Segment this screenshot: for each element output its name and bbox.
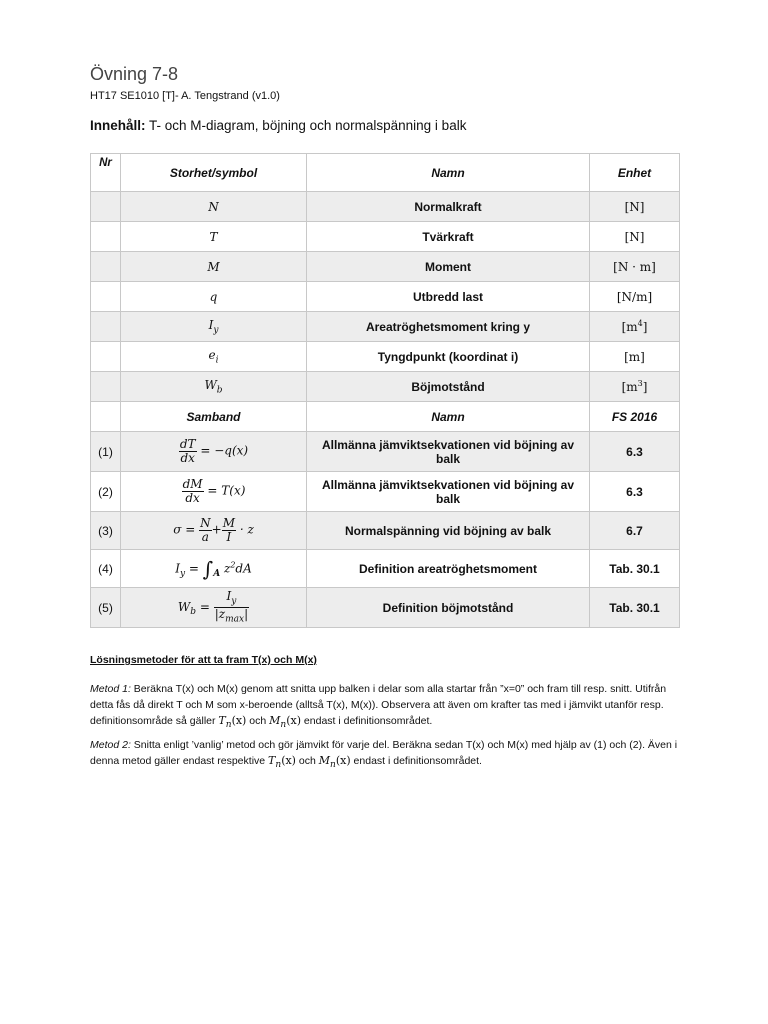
tn-symbol: [218, 714, 247, 731]
symbol-table: [90, 153, 680, 628]
tn-main: T: [268, 754, 276, 767]
unit-cell: [m]: [590, 342, 680, 372]
mn-symbol: [318, 754, 351, 771]
fraction-numerator: M: [222, 516, 235, 531]
tn-main: T: [218, 714, 226, 727]
nr-cell: [91, 402, 121, 432]
formula-tail: dA: [235, 561, 252, 575]
table-row: [91, 432, 680, 472]
table-row: [91, 312, 680, 342]
name-cell: Allmänna jämviktsekvationen vid böjning av balk: [307, 472, 590, 512]
table-row: [91, 222, 680, 252]
nr-cell: [91, 372, 121, 402]
page-title: Övning 7-8: [90, 64, 179, 84]
symbol-cell: [121, 372, 307, 402]
name-cell: Böjmotstånd: [307, 372, 590, 402]
name-cell: Definition areatröghetsmoment: [307, 550, 590, 588]
denominator-main: |z: [214, 607, 226, 621]
mn-sub: n: [330, 760, 336, 771]
denominator-sub: max: [225, 614, 245, 625]
nr-cell: (1): [91, 432, 121, 472]
mn-sub: n: [280, 720, 287, 731]
mn-main: M: [318, 754, 331, 767]
header-unit: Enhet: [590, 154, 680, 192]
name-cell: Normalspänning vid böjning av balk: [307, 512, 590, 550]
symbol-cell: q: [121, 282, 307, 312]
fraction-denominator: dx: [185, 491, 200, 505]
table-row: [91, 588, 680, 628]
method-1-and: och: [249, 715, 267, 727]
table-row: [91, 512, 680, 550]
method-2-paragraph: [90, 737, 680, 773]
formula-eq: =: [199, 600, 210, 614]
tn-arg: (x): [231, 714, 247, 727]
denominator-close: |: [244, 607, 249, 621]
symbol-cell: T: [121, 222, 307, 252]
formula-body-exp: 2: [230, 560, 236, 569]
header-rel-name: Namn: [307, 402, 590, 432]
ref-cell: 6.3: [590, 472, 680, 512]
fraction-numerator: dT: [179, 437, 196, 452]
table-row: [91, 372, 680, 402]
unit-cell: [N/m]: [590, 282, 680, 312]
tn-sub: n: [225, 720, 232, 731]
content-label: Innehåll:: [90, 118, 146, 133]
unit-cell: [590, 372, 680, 402]
formula-body: z: [224, 561, 231, 575]
formula-cell: [121, 550, 307, 588]
fraction-denominator: [214, 608, 249, 625]
method-2-and: och: [298, 755, 316, 767]
unit-cell: [N · m]: [590, 252, 680, 282]
formula-cell: [121, 512, 307, 550]
unit-main: [m: [621, 320, 638, 334]
method-1-label: Metod 1:: [90, 683, 131, 695]
table-row: [91, 550, 680, 588]
ref-cell: 6.7: [590, 512, 680, 550]
name-cell: Tvärkraft: [307, 222, 590, 252]
fraction-numerator: [214, 590, 249, 608]
nr-cell: (5): [91, 588, 121, 628]
mn-arg: (x): [286, 714, 301, 727]
unit-exponent: 3: [637, 379, 643, 388]
name-cell: Utbredd last: [307, 282, 590, 312]
tn-arg: (x): [281, 754, 296, 767]
numerator-sub: y: [231, 596, 237, 607]
symbol-main: I: [208, 317, 214, 332]
method-2-text-b: endast i definitionsområdet.: [353, 755, 482, 767]
ref-cell: 6.3: [590, 432, 680, 472]
nr-cell: [91, 222, 121, 252]
content-text: T- och M-diagram, böjning och normalspänning i balk: [149, 118, 467, 133]
table-row: [91, 252, 680, 282]
unit-close: ]: [642, 380, 648, 394]
header-name: Namn: [307, 154, 590, 192]
fraction: [214, 590, 249, 625]
symbol-main: W: [204, 377, 217, 392]
unit-cell: [N]: [590, 222, 680, 252]
name-cell: Tyngdpunkt (koordinat i): [307, 342, 590, 372]
method-1-text-a: Beräkna T(x) och M(x) genom att snitta upp balken i delar som alla startar från ”x=0” och fram till resp. snitt. Utifrån detta fås då direkt T och M som x-beroende (alltså T(x), M(x)). Observera att även om krafter tas med i jämvikt utanför resp. definitionsområde så gäller: [90, 683, 667, 727]
fraction: [222, 517, 236, 543]
method-1-text-b: endast i definitionsområdet.: [303, 715, 433, 727]
symbol-subscript: b: [216, 385, 223, 396]
method-2-text-a: Snitta enligt ’vanlig’ metod och gör jämvikt för varje del. Beräkna sedan T(x) och M(x) med hjälp av (1) och (2). Även i denna metod gäller endast respektive: [90, 739, 678, 767]
tn-symbol: [268, 754, 296, 771]
table-header-row: [91, 154, 680, 192]
method-2-label: Metod 2:: [90, 739, 131, 751]
formula-plus: +: [211, 523, 222, 537]
formula-cell: [121, 472, 307, 512]
header-samband: Samband: [121, 402, 307, 432]
formula-eq: =: [188, 561, 199, 575]
nr-cell: (2): [91, 472, 121, 512]
nr-cell: [91, 312, 121, 342]
name-cell: Allmänna jämviktsekvationen vid böjning av balk: [307, 432, 590, 472]
nr-cell: [91, 342, 121, 372]
header-fs: FS 2016: [590, 402, 680, 432]
content-heading: [90, 118, 466, 133]
nr-cell: [91, 252, 121, 282]
formula-lhs-sub: y: [179, 568, 186, 579]
symbol-subscript: y: [213, 325, 219, 336]
name-cell: Moment: [307, 252, 590, 282]
method-1-paragraph: [90, 681, 680, 733]
fraction-numerator: N: [200, 516, 211, 531]
table-row: [91, 342, 680, 372]
mn-main: M: [269, 714, 281, 727]
course-subtitle: HT17 SE1010 [T]- A. Tengstrand (v1.0): [90, 90, 280, 102]
formula-rhs: = T(x): [207, 484, 246, 498]
formula-lhs: σ =: [173, 523, 196, 537]
unit-exponent: 4: [637, 319, 643, 328]
symbol-cell: [121, 342, 307, 372]
table-row: [91, 472, 680, 512]
formula-lhs-sub: b: [190, 607, 196, 618]
unit-close: ]: [642, 320, 648, 334]
fraction: [199, 517, 212, 543]
methods-heading: Lösningsmetoder för att ta fram T(x) och M(x): [90, 654, 317, 666]
relations-header-row: [91, 402, 680, 432]
symbol-cell: M: [121, 252, 307, 282]
nr-cell: [91, 192, 121, 222]
name-cell: Areatröghetsmoment kring y: [307, 312, 590, 342]
unit-cell: [N]: [590, 192, 680, 222]
unit-cell: [590, 312, 680, 342]
fraction: [182, 478, 204, 504]
symbol-cell: [121, 312, 307, 342]
formula-lhs: W: [177, 600, 191, 614]
symbol-subscript: i: [215, 355, 219, 366]
formula-tail: · z: [239, 523, 254, 537]
formula-cell: [121, 432, 307, 472]
formula-cell: [121, 588, 307, 628]
table-row: [91, 192, 680, 222]
symbol-cell: N: [121, 192, 307, 222]
fraction-denominator: I: [226, 530, 232, 544]
fraction-denominator: a: [201, 530, 209, 544]
fraction-numerator: dM: [182, 477, 203, 492]
tn-sub: n: [275, 760, 282, 771]
integral-sign: ∫: [202, 556, 214, 581]
unit-main: [m: [621, 380, 638, 394]
name-cell: Normalkraft: [307, 192, 590, 222]
ref-cell: Tab. 30.1: [590, 550, 680, 588]
symbol-main: e: [208, 347, 216, 362]
mn-symbol: [269, 714, 301, 731]
ref-cell: Tab. 30.1: [590, 588, 680, 628]
formula-lhs: I: [175, 561, 180, 575]
header-symbol: Storhet/symbol: [121, 154, 307, 192]
fraction: [179, 438, 197, 464]
integral-domain: A: [213, 568, 221, 579]
numerator-main: I: [226, 589, 232, 604]
nr-cell: [91, 282, 121, 312]
nr-cell: (3): [91, 512, 121, 550]
name-cell: Definition böjmotstånd: [307, 588, 590, 628]
header-nr: Nr: [91, 154, 121, 192]
formula-rhs: = −q(x): [200, 444, 249, 458]
mn-arg: (x): [335, 754, 351, 767]
nr-cell: (4): [91, 550, 121, 588]
fraction-denominator: dx: [180, 451, 195, 465]
table-row: [91, 282, 680, 312]
